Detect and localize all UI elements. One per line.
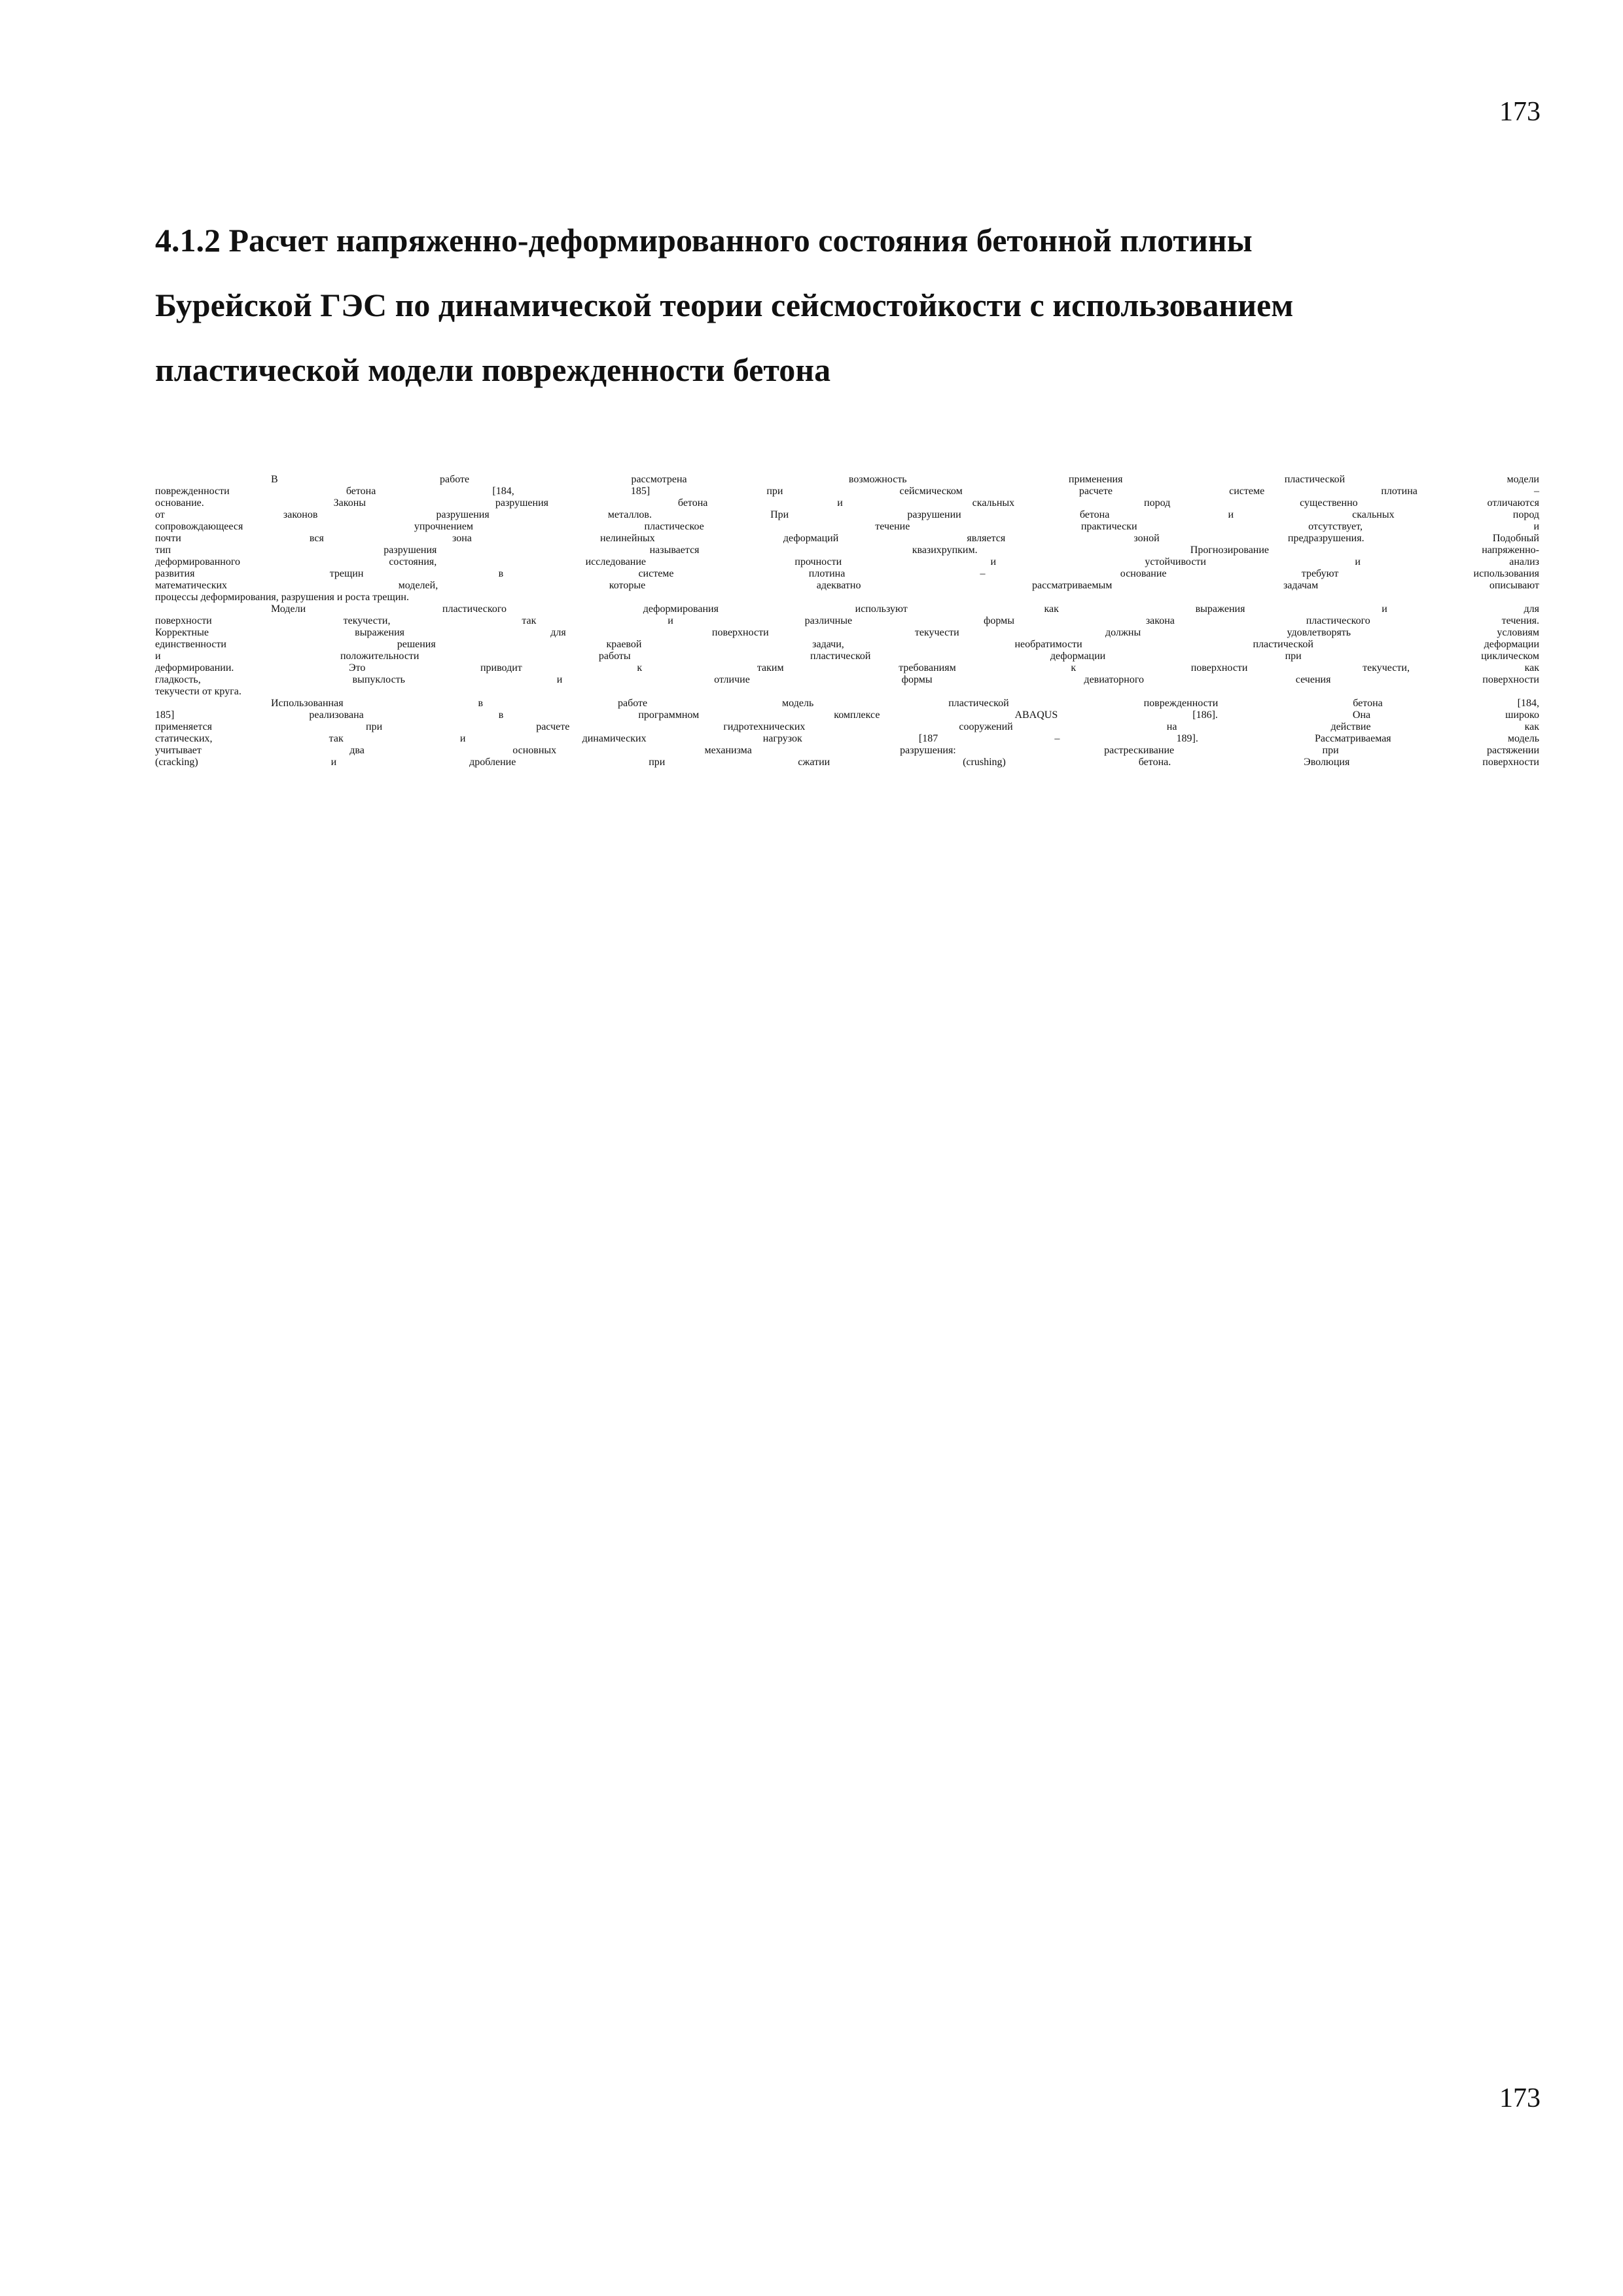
page-number-top: 173 (1499, 97, 1541, 127)
text-line: текучести от круга. (155, 686, 241, 697)
body-text (155, 474, 1539, 768)
text-line: от законов разрушения металлов. При разрушении бетона и скальных пород (155, 509, 1539, 520)
heading-line: 4.1.2 Расчет напряженно-деформированного состояния бетонной плотины (155, 222, 1253, 259)
text-line: основание. Законы разрушения бетона и скальных пород существенно отличаются (155, 497, 1539, 509)
text-line: деформировании. Это приводит к таким требованиям к поверхности текучести, как (155, 662, 1539, 673)
text-line: тип разрушения называется квазихрупким. Прогнозирование напряженно- (155, 545, 1539, 556)
page-content (155, 208, 1539, 768)
heading-line: Бурейской ГЭС по динамической теории сейсмостойкости с использованием (155, 287, 1294, 323)
text-line: Модели пластического деформирования используют как выражения и для (271, 603, 1539, 615)
text-line: почти вся зона нелинейных деформаций является зоной предразрушения. Подобный (155, 533, 1539, 544)
text-line: поверхности текучести, так и различные формы закона пластического течения. (155, 615, 1539, 626)
paragraph-1 (155, 474, 1539, 603)
text-line: и положительности работы пластической деформации при циклическом (155, 651, 1539, 662)
text-line: 185] реализована в программном комплексе ABAQUS [186]. Она широко (155, 709, 1539, 721)
text-line: статических, так и динамических нагрузок [187 – 189]. Рассматриваемая модель (155, 733, 1539, 744)
page-number-bottom: 173 (1499, 2083, 1541, 2113)
text-line: математических моделей, которые адекватно рассматриваемым задачам описывают (155, 580, 1539, 591)
section-heading (155, 208, 1539, 403)
heading-line: пластической модели поврежденности бетона (155, 351, 831, 388)
text-line: применяется при расчете гидротехнических сооружений на действие как (155, 721, 1539, 732)
text-line: сопровождающееся упрочнением пластическое течение практически отсутствует, и (155, 521, 1539, 532)
text-line: поврежденности бетона [184, 185] при сейсмическом расчете системе плотина – (155, 486, 1539, 497)
text-line: деформированного состояния, исследование прочности и устойчивости и анализ (155, 556, 1539, 567)
text-line: Использованная в работе модель пластической поврежденности бетона [184, (271, 698, 1539, 709)
text-line: развития трещин в системе плотина – основание требуют использования (155, 568, 1539, 579)
paragraph-2 (155, 603, 1539, 698)
paragraph-3 (155, 698, 1539, 768)
text-line: единственности решения краевой задачи, необратимости пластической деформации (155, 639, 1539, 650)
text-line: Корректные выражения для поверхности текучести должны удовлетворять условиям (155, 627, 1539, 638)
text-line: гладкость, выпуклость и отличие формы девиаторного сечения поверхности (155, 674, 1539, 685)
text-line: процессы деформирования, разрушения и роста трещин. (155, 592, 409, 603)
text-line: В работе рассмотрена возможность применения пластической модели (271, 474, 1539, 485)
text-line: (cracking) и дробление при сжатии (crushing) бетона. Эволюция поверхности (155, 757, 1539, 768)
text-line: учитывает два основных механизма разрушения: растрескивание при растяжении (155, 745, 1539, 756)
